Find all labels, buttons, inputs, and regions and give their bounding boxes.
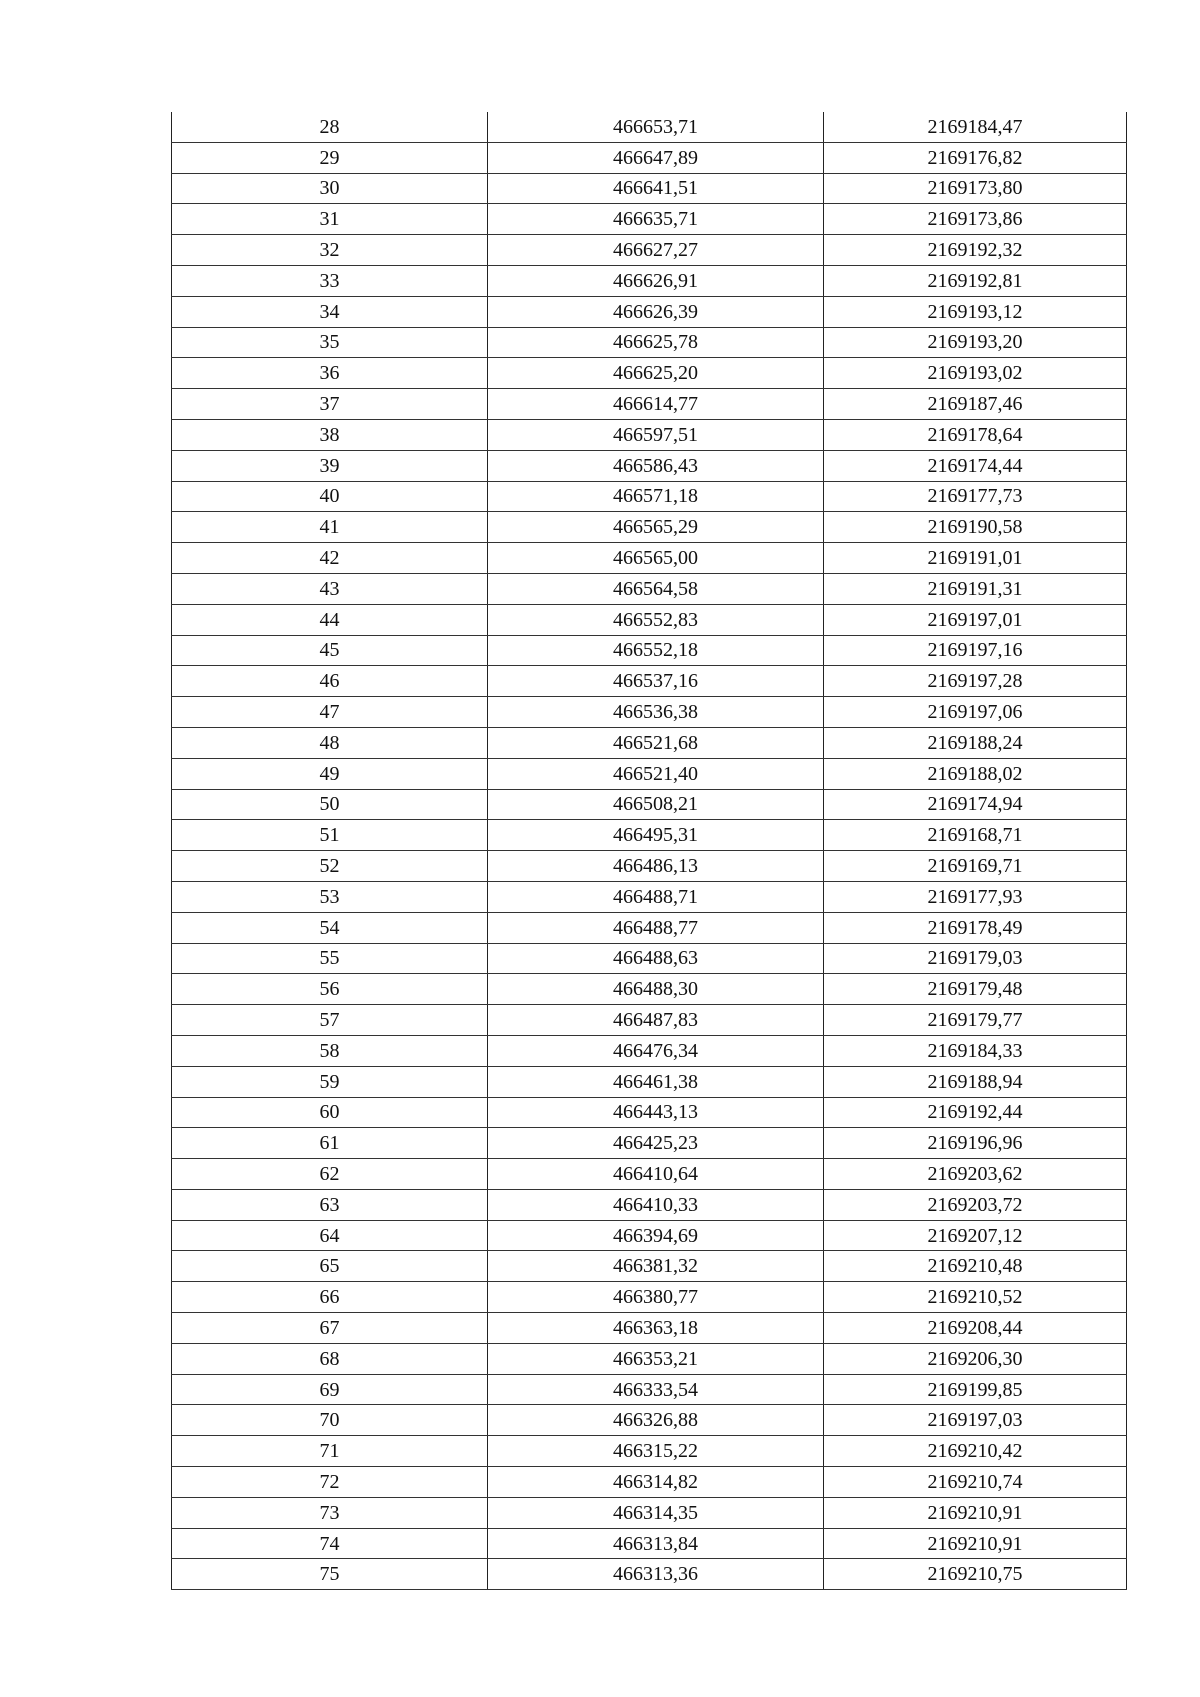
y-coordinate-cell: 2169174,94 [824, 789, 1127, 820]
y-coordinate-cell: 2169179,77 [824, 1005, 1127, 1036]
x-coordinate-cell: 466635,71 [488, 204, 824, 235]
table-row [172, 758, 1127, 789]
table-row [172, 173, 1127, 204]
y-coordinate-cell: 2169206,30 [824, 1343, 1127, 1374]
table-row [172, 851, 1127, 882]
coordinates-table-body [172, 112, 1127, 1590]
y-coordinate-cell: 2169168,71 [824, 820, 1127, 851]
x-coordinate-cell: 466521,68 [488, 727, 824, 758]
table-row [172, 1005, 1127, 1036]
x-coordinate-cell: 466508,21 [488, 789, 824, 820]
point-number-cell: 37 [172, 389, 488, 420]
point-number-cell: 34 [172, 296, 488, 327]
table-row [172, 1497, 1127, 1528]
point-number-cell: 28 [172, 112, 488, 142]
point-number-cell: 29 [172, 142, 488, 173]
x-coordinate-cell: 466627,27 [488, 235, 824, 266]
x-coordinate-cell: 466394,69 [488, 1220, 824, 1251]
table-row [172, 1189, 1127, 1220]
point-number-cell: 72 [172, 1467, 488, 1498]
table-row [172, 974, 1127, 1005]
x-coordinate-cell: 466552,83 [488, 604, 824, 635]
x-coordinate-cell: 466488,71 [488, 881, 824, 912]
point-number-cell: 46 [172, 666, 488, 697]
table-row [172, 112, 1127, 142]
y-coordinate-cell: 2169169,71 [824, 851, 1127, 882]
table-row [172, 573, 1127, 604]
y-coordinate-cell: 2169184,33 [824, 1035, 1127, 1066]
y-coordinate-cell: 2169197,01 [824, 604, 1127, 635]
table-row [172, 204, 1127, 235]
x-coordinate-cell: 466647,89 [488, 142, 824, 173]
point-number-cell: 68 [172, 1343, 488, 1374]
x-coordinate-cell: 466488,63 [488, 943, 824, 974]
table-row [172, 543, 1127, 574]
x-coordinate-cell: 466626,39 [488, 296, 824, 327]
x-coordinate-cell: 466625,78 [488, 327, 824, 358]
point-number-cell: 63 [172, 1189, 488, 1220]
table-row [172, 1220, 1127, 1251]
point-number-cell: 60 [172, 1097, 488, 1128]
x-coordinate-cell: 466314,35 [488, 1497, 824, 1528]
table-row [172, 1405, 1127, 1436]
y-coordinate-cell: 2169203,72 [824, 1189, 1127, 1220]
table-row [172, 1159, 1127, 1190]
x-coordinate-cell: 466410,33 [488, 1189, 824, 1220]
y-coordinate-cell: 2169187,46 [824, 389, 1127, 420]
table-row [172, 296, 1127, 327]
x-coordinate-cell: 466333,54 [488, 1374, 824, 1405]
point-number-cell: 43 [172, 573, 488, 604]
table-row [172, 912, 1127, 943]
y-coordinate-cell: 2169190,58 [824, 512, 1127, 543]
table-row [172, 1374, 1127, 1405]
point-number-cell: 50 [172, 789, 488, 820]
x-coordinate-cell: 466495,31 [488, 820, 824, 851]
point-number-cell: 35 [172, 327, 488, 358]
table-row [172, 604, 1127, 635]
table-row [172, 1066, 1127, 1097]
x-coordinate-cell: 466326,88 [488, 1405, 824, 1436]
x-coordinate-cell: 466653,71 [488, 112, 824, 142]
y-coordinate-cell: 2169197,06 [824, 697, 1127, 728]
y-coordinate-cell: 2169173,80 [824, 173, 1127, 204]
table-row [172, 635, 1127, 666]
x-coordinate-cell: 466586,43 [488, 450, 824, 481]
table-row [172, 419, 1127, 450]
y-coordinate-cell: 2169191,01 [824, 543, 1127, 574]
point-number-cell: 70 [172, 1405, 488, 1436]
x-coordinate-cell: 466486,13 [488, 851, 824, 882]
point-number-cell: 54 [172, 912, 488, 943]
table-row [172, 1097, 1127, 1128]
x-coordinate-cell: 466537,16 [488, 666, 824, 697]
y-coordinate-cell: 2169210,74 [824, 1467, 1127, 1498]
x-coordinate-cell: 466614,77 [488, 389, 824, 420]
point-number-cell: 74 [172, 1528, 488, 1559]
x-coordinate-cell: 466488,30 [488, 974, 824, 1005]
x-coordinate-cell: 466476,34 [488, 1035, 824, 1066]
x-coordinate-cell: 466315,22 [488, 1436, 824, 1467]
x-coordinate-cell: 466425,23 [488, 1128, 824, 1159]
x-coordinate-cell: 466461,38 [488, 1066, 824, 1097]
x-coordinate-cell: 466314,82 [488, 1467, 824, 1498]
y-coordinate-cell: 2169191,31 [824, 573, 1127, 604]
y-coordinate-cell: 2169210,91 [824, 1497, 1127, 1528]
x-coordinate-cell: 466641,51 [488, 173, 824, 204]
x-coordinate-cell: 466410,64 [488, 1159, 824, 1190]
x-coordinate-cell: 466565,29 [488, 512, 824, 543]
y-coordinate-cell: 2169192,44 [824, 1097, 1127, 1128]
y-coordinate-cell: 2169199,85 [824, 1374, 1127, 1405]
table-row [172, 1251, 1127, 1282]
point-number-cell: 61 [172, 1128, 488, 1159]
table-row [172, 1528, 1127, 1559]
point-number-cell: 45 [172, 635, 488, 666]
table-row [172, 1128, 1127, 1159]
y-coordinate-cell: 2169188,02 [824, 758, 1127, 789]
y-coordinate-cell: 2169197,16 [824, 635, 1127, 666]
table-row [172, 789, 1127, 820]
y-coordinate-cell: 2169196,96 [824, 1128, 1127, 1159]
point-number-cell: 66 [172, 1282, 488, 1313]
x-coordinate-cell: 466571,18 [488, 481, 824, 512]
point-number-cell: 32 [172, 235, 488, 266]
point-number-cell: 49 [172, 758, 488, 789]
table-row [172, 1559, 1127, 1590]
x-coordinate-cell: 466625,20 [488, 358, 824, 389]
point-number-cell: 33 [172, 265, 488, 296]
table-row [172, 235, 1127, 266]
table-row [172, 450, 1127, 481]
x-coordinate-cell: 466488,77 [488, 912, 824, 943]
point-number-cell: 75 [172, 1559, 488, 1590]
point-number-cell: 64 [172, 1220, 488, 1251]
table-row [172, 943, 1127, 974]
x-coordinate-cell: 466353,21 [488, 1343, 824, 1374]
point-number-cell: 65 [172, 1251, 488, 1282]
x-coordinate-cell: 466380,77 [488, 1282, 824, 1313]
point-number-cell: 47 [172, 697, 488, 728]
y-coordinate-cell: 2169210,91 [824, 1528, 1127, 1559]
point-number-cell: 41 [172, 512, 488, 543]
point-number-cell: 36 [172, 358, 488, 389]
coordinates-table [171, 112, 1127, 1590]
x-coordinate-cell: 466313,36 [488, 1559, 824, 1590]
y-coordinate-cell: 2169188,24 [824, 727, 1127, 758]
point-number-cell: 31 [172, 204, 488, 235]
table-row [172, 1343, 1127, 1374]
table-row [172, 881, 1127, 912]
point-number-cell: 52 [172, 851, 488, 882]
x-coordinate-cell: 466521,40 [488, 758, 824, 789]
y-coordinate-cell: 2169210,52 [824, 1282, 1127, 1313]
point-number-cell: 38 [172, 419, 488, 450]
x-coordinate-cell: 466381,32 [488, 1251, 824, 1282]
point-number-cell: 30 [172, 173, 488, 204]
y-coordinate-cell: 2169176,82 [824, 142, 1127, 173]
table-row [172, 481, 1127, 512]
table-row [172, 142, 1127, 173]
y-coordinate-cell: 2169203,62 [824, 1159, 1127, 1190]
y-coordinate-cell: 2169188,94 [824, 1066, 1127, 1097]
point-number-cell: 42 [172, 543, 488, 574]
point-number-cell: 71 [172, 1436, 488, 1467]
y-coordinate-cell: 2169193,12 [824, 296, 1127, 327]
table-row [172, 820, 1127, 851]
y-coordinate-cell: 2169210,42 [824, 1436, 1127, 1467]
y-coordinate-cell: 2169177,93 [824, 881, 1127, 912]
table-row [172, 358, 1127, 389]
y-coordinate-cell: 2169178,49 [824, 912, 1127, 943]
table-row [172, 265, 1127, 296]
y-coordinate-cell: 2169177,73 [824, 481, 1127, 512]
table-row [172, 666, 1127, 697]
table-row [172, 1436, 1127, 1467]
x-coordinate-cell: 466443,13 [488, 1097, 824, 1128]
y-coordinate-cell: 2169179,03 [824, 943, 1127, 974]
y-coordinate-cell: 2169210,48 [824, 1251, 1127, 1282]
x-coordinate-cell: 466626,91 [488, 265, 824, 296]
point-number-cell: 57 [172, 1005, 488, 1036]
table-row [172, 697, 1127, 728]
x-coordinate-cell: 466565,00 [488, 543, 824, 574]
point-number-cell: 69 [172, 1374, 488, 1405]
point-number-cell: 62 [172, 1159, 488, 1190]
y-coordinate-cell: 2169197,28 [824, 666, 1127, 697]
table-row [172, 1467, 1127, 1498]
table-row [172, 389, 1127, 420]
point-number-cell: 56 [172, 974, 488, 1005]
y-coordinate-cell: 2169192,32 [824, 235, 1127, 266]
y-coordinate-cell: 2169179,48 [824, 974, 1127, 1005]
y-coordinate-cell: 2169210,75 [824, 1559, 1127, 1590]
table-row [172, 727, 1127, 758]
point-number-cell: 48 [172, 727, 488, 758]
x-coordinate-cell: 466487,83 [488, 1005, 824, 1036]
y-coordinate-cell: 2169178,64 [824, 419, 1127, 450]
point-number-cell: 39 [172, 450, 488, 481]
table-row [172, 327, 1127, 358]
point-number-cell: 58 [172, 1035, 488, 1066]
point-number-cell: 44 [172, 604, 488, 635]
y-coordinate-cell: 2169173,86 [824, 204, 1127, 235]
y-coordinate-cell: 2169193,20 [824, 327, 1127, 358]
y-coordinate-cell: 2169193,02 [824, 358, 1127, 389]
point-number-cell: 40 [172, 481, 488, 512]
table-row [172, 1313, 1127, 1344]
x-coordinate-cell: 466597,51 [488, 419, 824, 450]
x-coordinate-cell: 466313,84 [488, 1528, 824, 1559]
y-coordinate-cell: 2169174,44 [824, 450, 1127, 481]
x-coordinate-cell: 466363,18 [488, 1313, 824, 1344]
point-number-cell: 53 [172, 881, 488, 912]
y-coordinate-cell: 2169207,12 [824, 1220, 1127, 1251]
point-number-cell: 59 [172, 1066, 488, 1097]
x-coordinate-cell: 466552,18 [488, 635, 824, 666]
table-row [172, 1282, 1127, 1313]
x-coordinate-cell: 466536,38 [488, 697, 824, 728]
point-number-cell: 73 [172, 1497, 488, 1528]
table-row [172, 512, 1127, 543]
table-row [172, 1035, 1127, 1066]
y-coordinate-cell: 2169208,44 [824, 1313, 1127, 1344]
point-number-cell: 67 [172, 1313, 488, 1344]
y-coordinate-cell: 2169197,03 [824, 1405, 1127, 1436]
y-coordinate-cell: 2169192,81 [824, 265, 1127, 296]
y-coordinate-cell: 2169184,47 [824, 112, 1127, 142]
point-number-cell: 51 [172, 820, 488, 851]
point-number-cell: 55 [172, 943, 488, 974]
x-coordinate-cell: 466564,58 [488, 573, 824, 604]
